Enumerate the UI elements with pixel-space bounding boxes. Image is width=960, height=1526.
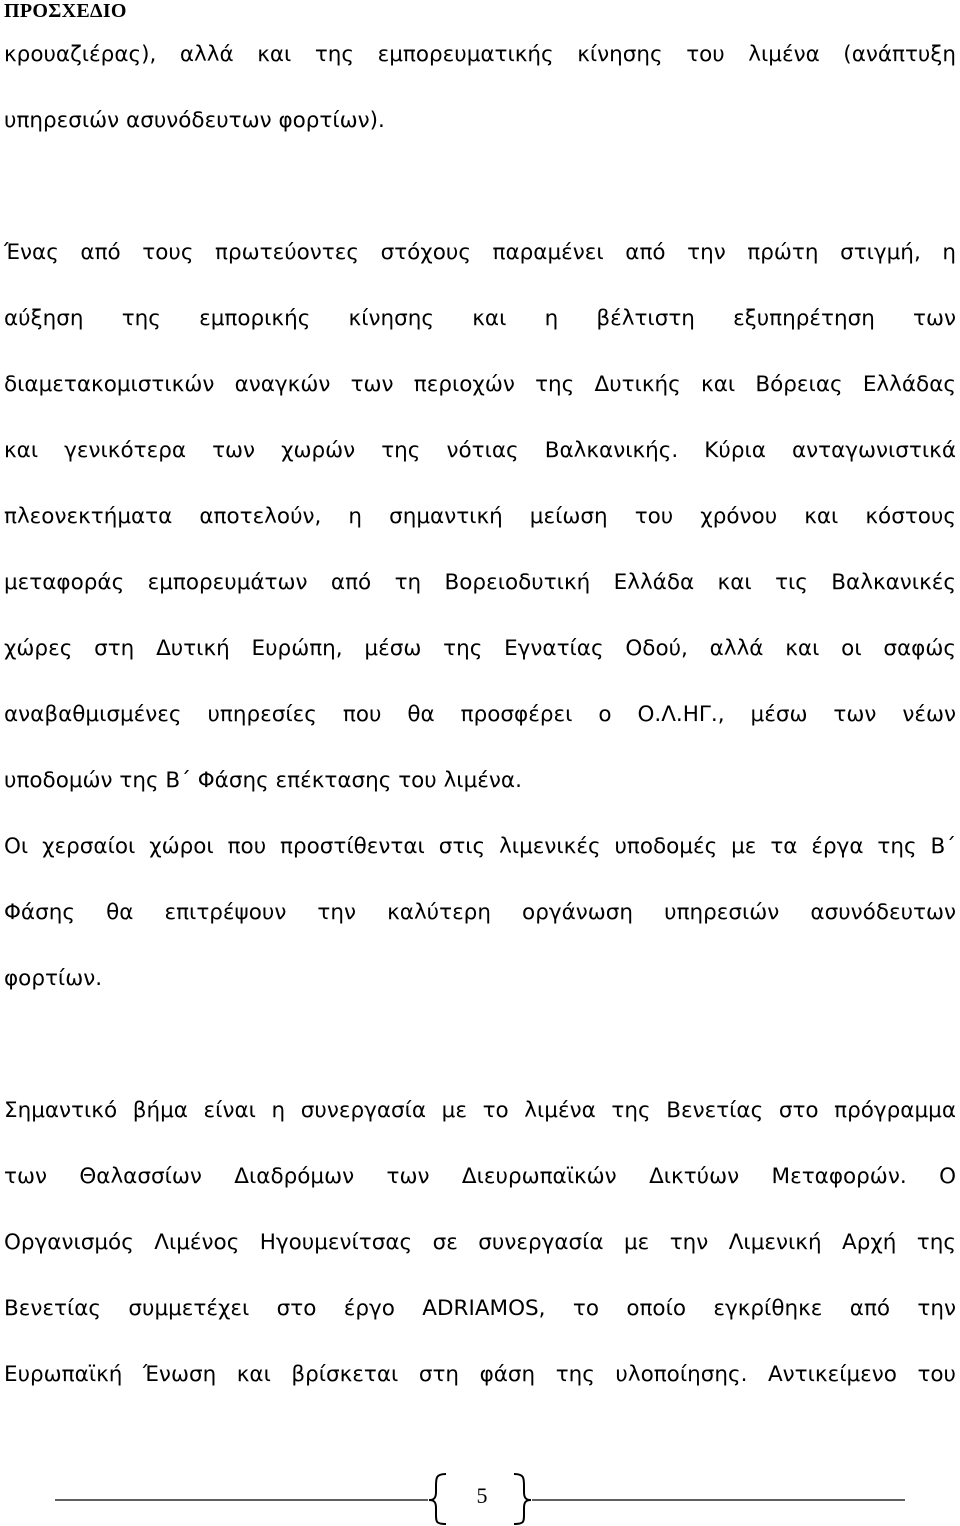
text-line: και γενικότερα των χωρών της νότιας Βαλκανικής. Κύρια ανταγωνιστικά (4, 438, 956, 463)
text-line: διαμετακομιστικών αναγκών των περιοχών της Δυτικής και Βόρειας Ελλάδας (4, 372, 956, 397)
text-line: Ένας από τους πρωτεύοντες στόχους παραμένει από την πρώτη στιγμή, η (4, 240, 956, 265)
page-number: 5 (476, 1483, 488, 1508)
left-brace (429, 1474, 446, 1524)
text-line: χώρες στη Δυτική Ευρώπη, μέσω της Εγνατίας Οδού, αλλά και οι σαφώς (4, 636, 956, 661)
text-line: αύξηση της εμπορικής κίνησης και η βέλτιστη εξυπηρέτηση των (4, 306, 956, 331)
text-line: Ευρωπαϊκή Ένωση και βρίσκεται στη φάση της υλοποίησης. Αντικείμενο του (4, 1362, 956, 1387)
text-line: κρουαζιέρας), αλλά και της εμπορευματικής κίνησης του λιμένα (ανάπτυξη (4, 42, 956, 67)
text-line: Οργανισμός Λιμένος Ηγουμενίτσας σε συνεργασία με την Λιμενική Αρχή της (4, 1230, 956, 1255)
text-line: Σημαντικό βήμα είναι η συνεργασία με το λιμένα της Βενετίας στο πρόγραμμα (4, 1098, 956, 1123)
page-footer (0, 1472, 960, 1526)
document-body (4, 22, 956, 1408)
text-line: Βενετίας συμμετέχει στο έργο ADRIAMOS, το οποίο εγκρίθηκε από την (4, 1296, 956, 1321)
text-line: υπηρεσιών ασυνόδευτων φορτίων). (4, 108, 385, 133)
draft-header: ΠΡΟΣΧΕΔΙΟ (4, 0, 127, 22)
text-line: Οι χερσαίοι χώροι που προστίθενται στις λιμενικές υποδομές με τα έργα της Β΄ (4, 834, 956, 859)
text-line: μεταφοράς εμπορευμάτων από τη Βορειοδυτική Ελλάδα και τις Βαλκανικές (4, 570, 956, 595)
right-brace (514, 1474, 531, 1524)
text-line: Φάσης θα επιτρέψουν την καλύτερη οργάνωση υπηρεσιών ασυνόδευτων (4, 900, 956, 925)
text-line: αναβαθμισμένες υπηρεσίες που θα προσφέρει ο Ο.Λ.ΗΓ., μέσω των νέων (4, 702, 956, 727)
text-line: φορτίων. (4, 966, 103, 991)
text-line: υποδομών της Β΄ Φάσης επέκτασης του λιμένα. (4, 768, 522, 793)
text-line: πλεονεκτήματα αποτελούν, η σημαντική μείωση του χρόνου και κόστους (4, 504, 956, 529)
text-line: των Θαλασσίων Διαδρόμων των Διευρωπαϊκών Δικτύων Μεταφορών. Ο (4, 1164, 956, 1189)
